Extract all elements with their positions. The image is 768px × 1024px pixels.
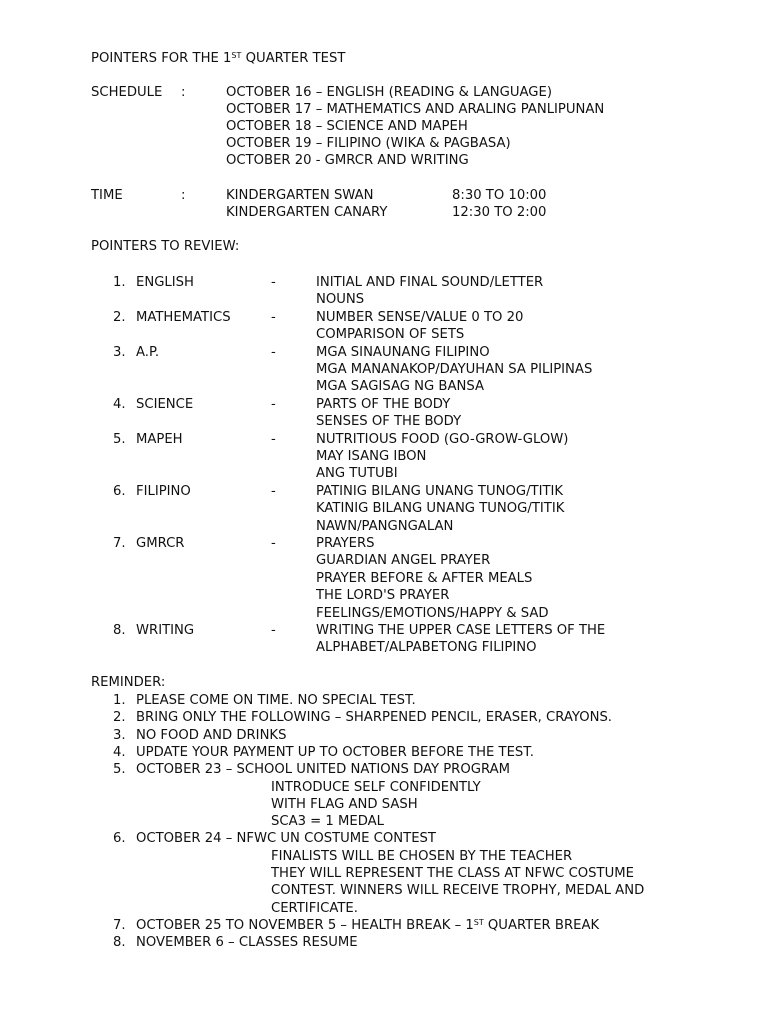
review-heading: POINTERS TO REVIEW: [91, 239, 240, 254]
reminder-item-text: OCTOBER 25 TO NOVEMBER 5 – HEALTH BREAK – 1ST QUARTER BREAK [136, 917, 600, 933]
review-item-topic: THE LORD'S PRAYER [316, 588, 450, 604]
review-item-topic: NUTRITIOUS FOOD (GO-GROW-GLOW) [316, 431, 569, 447]
review-item-topic: PARTS OF THE BODY [316, 396, 451, 412]
reminder-item-text: NOVEMBER 6 – CLASSES RESUME [136, 935, 358, 951]
reminder-item-text: BRING ONLY THE FOLLOWING – SHARPENED PENCIL, ERASER, CRAYONS. [136, 710, 613, 726]
review-item-topic: KATINIG BILANG UNANG TUNOG/TITIK [316, 501, 565, 517]
reminder-item-detail: THEY WILL REPRESENT THE CLASS AT NFWC COSTUME [271, 866, 634, 881]
review-item-number: 1. [113, 275, 126, 290]
document-title: POINTERS FOR THE 1ST QUARTER TEST [91, 51, 346, 66]
review-item-topic: MGA SAGISAG NG BANSA [316, 379, 484, 395]
schedule-item: OCTOBER 18 – SCIENCE AND MAPEH [226, 119, 468, 134]
reminder-item-text: NO FOOD AND DRINKS [136, 727, 287, 743]
reminder-item-number: 4. [113, 744, 126, 760]
reminder-item-text: OCTOBER 24 – NFWC UN COSTUME CONTEST [136, 831, 436, 847]
review-item-topic: PRAYER BEFORE & AFTER MEALS [316, 570, 533, 586]
review-item-topic: GUARDIAN ANGEL PRAYER [316, 553, 491, 569]
review-item-number: 6. [113, 483, 126, 499]
review-item-subject: MATHEMATICS [136, 309, 231, 325]
review-item-subject: GMRCR [136, 536, 185, 551]
review-item-topic: PATINIG BILANG UNANG TUNOG/TITIK [316, 483, 564, 499]
review-item-topic: ANG TUTUBI [316, 466, 398, 482]
review-item-dash: - [271, 275, 276, 290]
schedule-item: OCTOBER 16 – ENGLISH (READING & LANGUAGE) [226, 85, 552, 100]
review-item-dash: - [271, 483, 276, 499]
schedule-label: SCHEDULE [91, 85, 163, 100]
reminder-item-number: 6. [113, 831, 126, 847]
schedule-item: OCTOBER 17 – MATHEMATICS AND ARALING PANLIPUNAN [226, 102, 605, 117]
review-item-dash: - [271, 344, 276, 360]
review-item-subject: MAPEH [136, 431, 183, 447]
review-item-topic: MGA MANANAKOP/DAYUHAN SA PILIPINAS [316, 362, 593, 377]
review-item-topic: FEELINGS/EMOTIONS/HAPPY & SAD [316, 605, 549, 621]
review-item-number: 2. [113, 309, 126, 325]
review-item-number: 8. [113, 623, 126, 638]
schedule-item: OCTOBER 20 - GMRCR AND WRITING [226, 153, 469, 168]
reminder-item-number: 8. [113, 935, 126, 951]
time-value: 8:30 TO 10:00 [452, 188, 547, 203]
reminder-heading: REMINDER: [91, 675, 166, 690]
review-item-dash: - [271, 623, 276, 638]
reminder-item-detail: SCA3 = 1 MEDAL [271, 814, 385, 830]
time-class: KINDERGARTEN SWAN [226, 188, 374, 203]
reminder-item-detail: CONTEST. WINNERS WILL RECEIVE TROPHY, MEDAL AND [271, 883, 645, 899]
review-item-topic: NOUNS [316, 292, 365, 308]
review-item-dash: - [271, 396, 276, 412]
review-item-number: 4. [113, 396, 126, 412]
time-colon: : [181, 188, 186, 203]
review-item-topic: PRAYERS [316, 536, 375, 551]
review-item-dash: - [271, 309, 276, 325]
reminder-item-detail: CERTIFICATE. [271, 900, 358, 916]
review-item-number: 3. [113, 344, 126, 360]
review-item-dash: - [271, 431, 276, 447]
review-item-topic: MGA SINAUNANG FILIPINO [316, 344, 490, 360]
reminder-item-detail: INTRODUCE SELF CONFIDENTLY [271, 779, 481, 795]
review-item-number: 5. [113, 431, 126, 447]
reminder-item-text: OCTOBER 23 – SCHOOL UNITED NATIONS DAY PROGRAM [136, 762, 510, 778]
review-item-topic: COMPARISON OF SETS [316, 327, 465, 343]
review-item-topic: NUMBER SENSE/VALUE 0 TO 20 [316, 309, 524, 325]
schedule-item: OCTOBER 19 – FILIPINO (WIKA & PAGBASA) [226, 136, 511, 151]
review-item-topic: WRITING THE UPPER CASE LETTERS OF THE [316, 623, 606, 638]
reminder-item-number: 5. [113, 762, 126, 778]
review-item-dash: - [271, 536, 276, 551]
review-item-topic: INITIAL AND FINAL SOUND/LETTER [316, 275, 544, 290]
review-item-subject: SCIENCE [136, 396, 194, 412]
review-item-subject: WRITING [136, 623, 195, 638]
review-item-topic: MAY ISANG IBON [316, 449, 427, 464]
schedule-colon: : [181, 85, 186, 100]
reminder-item-detail: FINALISTS WILL BE CHOSEN BY THE TEACHER [271, 848, 573, 864]
reminder-item-number: 3. [113, 727, 126, 743]
review-item-topic: SENSES OF THE BODY [316, 414, 462, 430]
time-class: KINDERGARTEN CANARY [226, 205, 388, 220]
reminder-item-number: 7. [113, 917, 126, 933]
reminder-item-text: PLEASE COME ON TIME. NO SPECIAL TEST. [136, 693, 416, 708]
review-item-subject: ENGLISH [136, 275, 194, 290]
time-label: TIME [91, 188, 123, 203]
reminder-item-number: 1. [113, 693, 126, 708]
time-value: 12:30 TO 2:00 [452, 205, 547, 220]
reminder-item-number: 2. [113, 710, 126, 726]
review-item-topic: ALPHABET/ALPABETONG FILIPINO [316, 640, 537, 656]
review-item-topic: NAWN/PANGNGALAN [316, 518, 454, 534]
review-item-subject: A.P. [136, 344, 160, 360]
reminder-item-text: UPDATE YOUR PAYMENT UP TO OCTOBER BEFORE THE TEST. [136, 744, 534, 760]
review-item-number: 7. [113, 536, 126, 551]
reminder-item-detail: WITH FLAG AND SASH [271, 796, 418, 812]
review-item-subject: FILIPINO [136, 483, 191, 499]
